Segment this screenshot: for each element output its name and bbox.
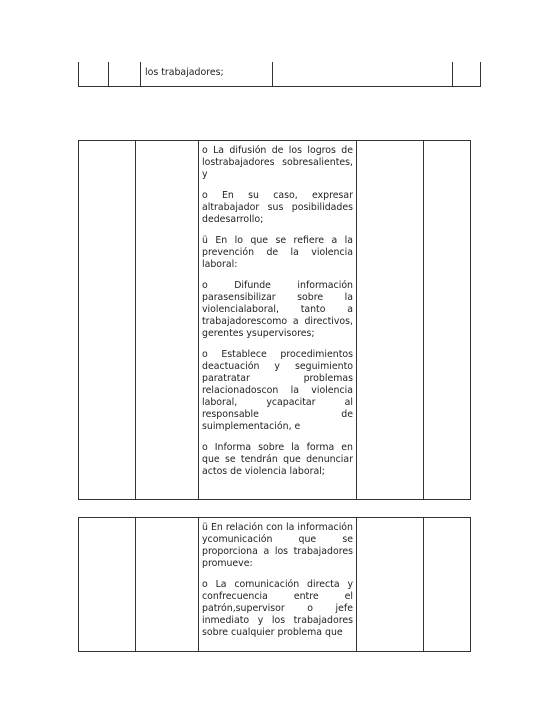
paragraph: o Informa sobre la forma en que se tendrán que denunciar actos de violencia laboral; bbox=[202, 442, 353, 477]
cell-paragraphs bbox=[199, 141, 356, 478]
table-row bbox=[79, 62, 481, 87]
table-top-fragment bbox=[78, 62, 481, 87]
table-cell-5 bbox=[424, 141, 471, 500]
cell-text: los trabajadores; bbox=[145, 67, 224, 78]
paragraph: o En su caso, expresar altrabajador sus posibilidades dedesarrollo; bbox=[202, 190, 353, 225]
table-cell-content bbox=[199, 518, 357, 652]
paragraph: o Establece procedimientos deactuación y seguimiento paratratar problemas relacionadoscon la violencia laboral, ycapacitar al responsable de suimplementación, e bbox=[202, 349, 353, 432]
paragraph: o La comunicación directa y confrecuencia entre el patrón,supervisor o jefe inmediato y los trabajadores sobre cualquier problema que bbox=[202, 579, 353, 638]
table-row bbox=[79, 141, 471, 500]
table-cell-content bbox=[199, 141, 357, 500]
paragraph: o Difunde información parasensibilizar sobre la violencialaboral, tanto a trabajadorescomo a directivos, gerentes ysupervisores; bbox=[202, 280, 353, 339]
table-cell-2 bbox=[136, 141, 199, 500]
table-cell-4 bbox=[273, 62, 453, 87]
table-cell-4 bbox=[357, 518, 424, 652]
paragraph: ü En lo que se refiere a la prevención de la violencia laboral: bbox=[202, 235, 353, 270]
table-cell-1 bbox=[79, 62, 109, 87]
table-cell-4 bbox=[357, 141, 424, 500]
table-cell-5 bbox=[424, 518, 471, 652]
table-middle bbox=[78, 140, 471, 500]
paragraph: ü En relación con la información ycomunicación que se proporciona a los trabajadores promueve: bbox=[202, 522, 353, 569]
table-cell-5 bbox=[453, 62, 481, 87]
table-cell-2 bbox=[136, 518, 199, 652]
paragraph: o La difusión de los logros de lostrabajadores sobresalientes, y bbox=[202, 145, 353, 180]
table-cell-content bbox=[141, 62, 273, 87]
table-cell-1 bbox=[79, 518, 136, 652]
table-cell-1 bbox=[79, 141, 136, 500]
table-bottom bbox=[78, 517, 471, 652]
table-cell-2 bbox=[109, 62, 141, 87]
table-row bbox=[79, 518, 471, 652]
cell-paragraphs bbox=[199, 518, 356, 639]
